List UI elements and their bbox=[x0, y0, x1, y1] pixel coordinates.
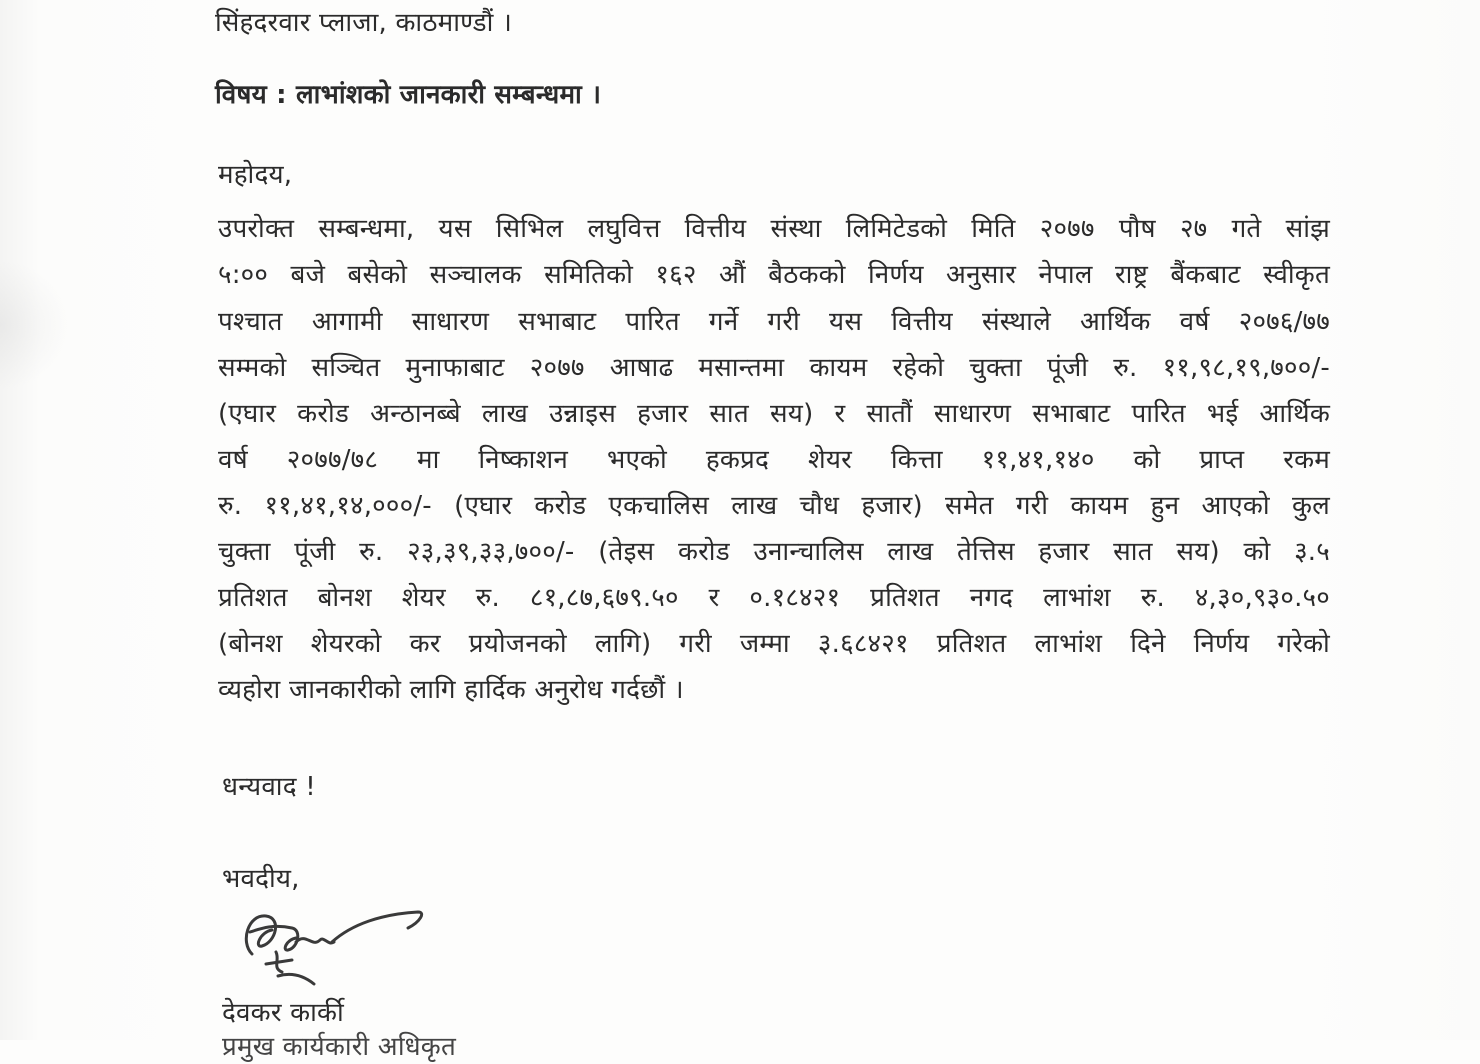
scan-shadow bbox=[0, 260, 70, 390]
body-line: ५:०० बजे बसेको सञ्चालक समितिको १६२ औं बैठकको निर्णय अनुसार नेपाल राष्ट्र बैंकबाट स्वीकृत bbox=[218, 260, 1330, 290]
letter-subject: विषय : लाभांशको जानकारी सम्बन्धमा । bbox=[215, 80, 602, 110]
body-line: पश्चात आगामी साधारण सभाबाट पारित गर्ने गरी यस वित्तीय संस्थाले आर्थिक वर्ष २०७६/७७ bbox=[218, 307, 1330, 337]
signer-designation: प्रमुख कार्यकारी अधिकृत bbox=[222, 1032, 456, 1062]
handwritten-signature bbox=[232, 902, 432, 992]
body-line: चुक्ता पूंजी रु. २३,३९,३३,७००/- (तेइस करोड उनान्चालिस लाख तेत्तिस हजार सात सय) को ३.५ bbox=[218, 537, 1330, 567]
recipient-address: सिंहदरवार प्लाजा, काठमाण्डौं । bbox=[215, 8, 513, 38]
body-line: प्रतिशत बोनश शेयर रु. ८१,८७,६७९.५० र ०.१८४२१ प्रतिशत नगद लाभांश रु. ४,३०,९३०.५० bbox=[218, 583, 1330, 613]
thanks-line: धन्यवाद ! bbox=[222, 772, 316, 802]
body-line: व्यहोरा जानकारीको लागि हार्दिक अनुरोध गर्दछौं । bbox=[218, 675, 684, 705]
body-line: वर्ष २०७७/७८ मा निष्काशन भएको हकप्रद शेयर कित्ता ११,४१,१४० को प्राप्त रकम bbox=[218, 445, 1330, 475]
closing-line: भवदीय, bbox=[222, 864, 300, 894]
body-line: (बोनश शेयरको कर प्रयोजनको लागि) गरी जम्मा ३.६८४२१ प्रतिशत लाभांश दिने निर्णय गरेको bbox=[218, 629, 1330, 659]
body-line: रु. ११,४१,१४,०००/- (एघार करोड एकचालिस लाख चौध हजार) समेत गरी कायम हुन आएको कुल bbox=[218, 491, 1330, 521]
body-line: (एघार करोड अन्ठानब्बे लाख उन्नाइस हजार सात सय) र सातौं साधारण सभाबाट पारित भई आर्थिक bbox=[218, 399, 1330, 429]
salutation: महोदय, bbox=[218, 160, 293, 190]
signer-name: देवकर कार्की bbox=[222, 998, 344, 1028]
body-line: उपरोक्त सम्बन्धमा, यस सिभिल लघुवित्त वित्तीय संस्था लिमिटेडको मिति २०७७ पौष २७ गते सांझ bbox=[218, 214, 1330, 244]
body-line: सम्मको सञ्चित मुनाफाबाट २०७७ आषाढ मसान्तमा कायम रहेको चुक्ता पूंजी रु. ११,९८,१९,७००/- bbox=[218, 353, 1330, 383]
